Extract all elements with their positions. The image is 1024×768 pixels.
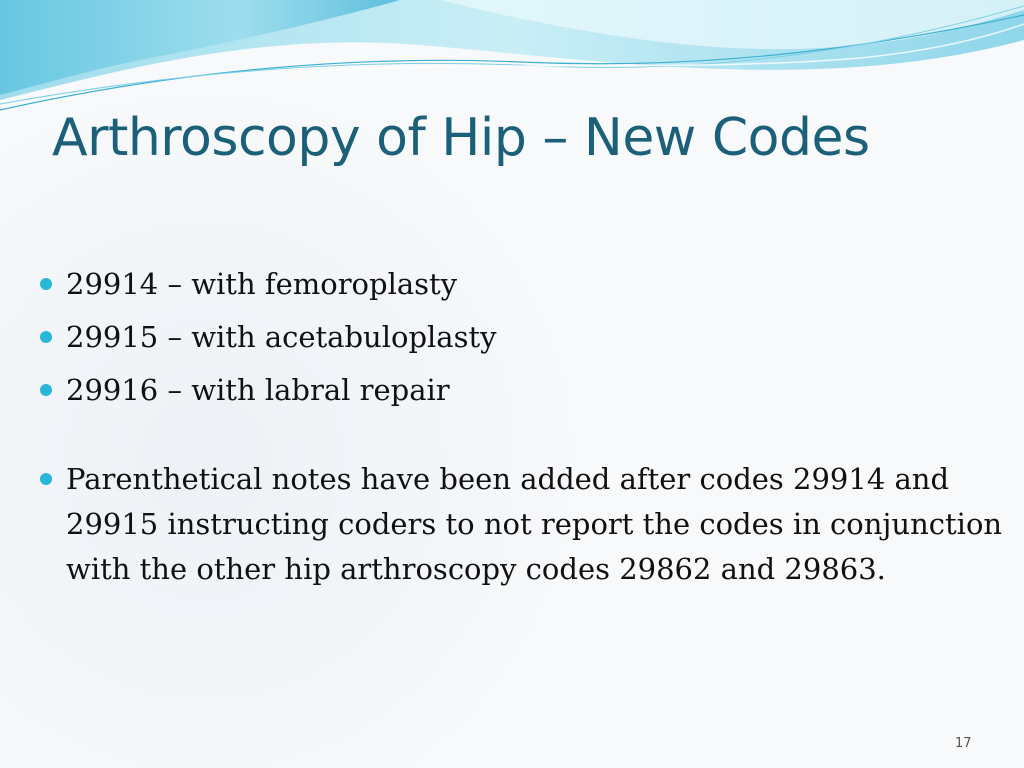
bullet-text: 29915 – with acetabuloplasty bbox=[66, 320, 497, 354]
bullet-dot-icon bbox=[40, 331, 52, 343]
bullet-dot-icon bbox=[40, 278, 52, 290]
header-wave-decoration bbox=[0, 0, 1024, 120]
bullet-text: 29914 – with femoroplasty bbox=[66, 267, 458, 301]
bullet-item bbox=[36, 368, 1004, 413]
bullet-item bbox=[36, 262, 1004, 307]
bullet-text: 29916 – with labral repair bbox=[66, 373, 450, 407]
bullet-dot-icon bbox=[40, 384, 52, 396]
bullet-list bbox=[36, 262, 1004, 600]
bullet-dot-icon bbox=[40, 473, 52, 485]
bullet-item bbox=[36, 315, 1004, 360]
page-number: 17 bbox=[955, 736, 972, 751]
bullet-item bbox=[36, 457, 1004, 592]
slide-title: Arthroscopy of Hip – New Codes bbox=[52, 108, 870, 168]
bullet-text: Parenthetical notes have been added after codes 29914 and 29915 instructing coders to not report the codes in conjunction with the other hip arthroscopy codes 29862 and 29863. bbox=[66, 462, 1003, 586]
